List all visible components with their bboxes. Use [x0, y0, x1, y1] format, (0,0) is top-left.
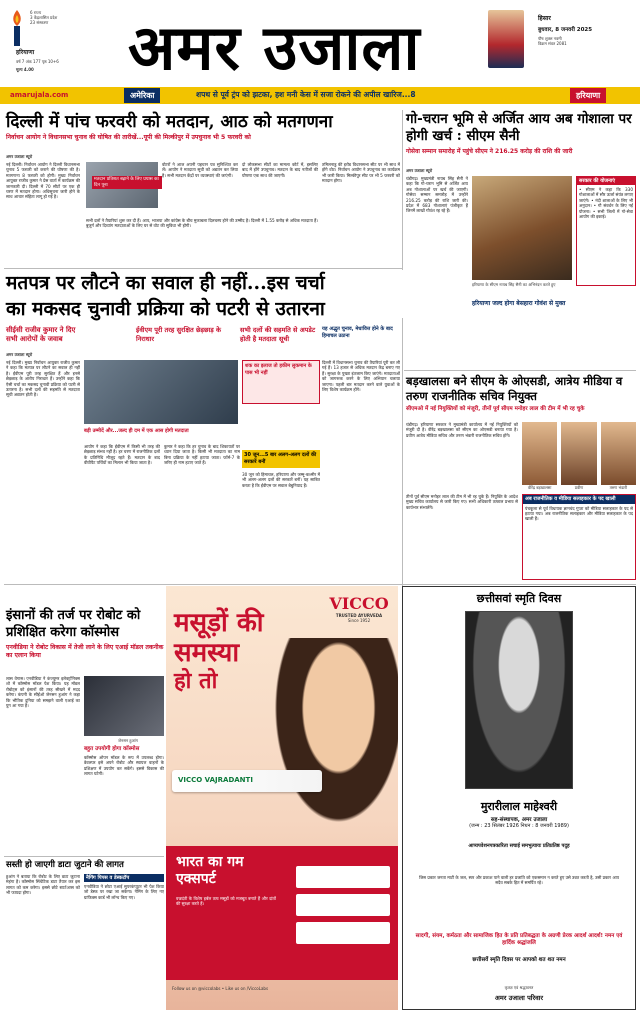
story4-box	[522, 494, 636, 580]
divider-v1	[402, 110, 403, 270]
lead1-col4: तमिलनाडु की इरोड विधानसभा सीट पर भी साथ में होंगे वोट। निर्वाचन आयोग ने उपचुनाव का कार्यक्रम भी जारी किया। मिल्कीपुर सीट पर भी 5 फरवरी को मतदान होगा।	[322, 162, 400, 184]
lead1-headline[interactable]: दिल्ली में पांच फरवरी को मतदान, आठ को मतगणना	[6, 112, 333, 132]
tribute-title: छत्तीसवां स्मृति दिवस	[476, 592, 562, 605]
reach-editions: 23 संस्करण	[30, 20, 49, 25]
story3-kicker-1: सीईसी राजीव कुमार ने दिए	[6, 326, 76, 334]
reach-uts: 3 केंद्रशासित प्रदेश	[30, 15, 58, 20]
lead1-col3: दो लोकसभा सीटों का मामला कोर्ट में, इसलिए बाद में होंगे उपचुनाव। मतदान के बाद नतीजों की घोषणा एक साथ की जाएगी।	[242, 162, 318, 178]
story3-col4: 30 जून को हिमाचल, हरियाणा और जम्मू-कश्मीर में भी अलग-अलग दलों की सरकारें बनीं। यह साबित करता है कि ईवीएम पर सवाल बेबुनियाद हैं।	[242, 472, 320, 488]
story3-col2: आयोग ने कहा कि ईवीएम में किसी भी तरह की छेड़छाड़ संभव नहीं है। हर चरण में राजनीतिक दलों के प्रतिनिधि मौजूद रहते हैं। मतदान के बाद वीवीपैट पर्चियों का मिलान भी किया जाता है।	[84, 444, 160, 466]
tribute-portrait	[465, 611, 573, 789]
story3-box-text: 30 जून...5 बार अलग-अलग दलों की सरकारें बनीं	[244, 452, 317, 465]
lead1-byline: अमर उजाला ब्यूरो	[6, 154, 33, 159]
ad-pack-3	[296, 922, 390, 944]
portrait-3	[601, 422, 636, 490]
edition-label: हरियाणा	[16, 49, 35, 56]
lead1-col1: नई दिल्ली। निर्वाचन आयोग ने दिल्ली विधानसभा चुनाव 5 फरवरी को कराने की घोषणा की है। मतगणना 8 फरवरी को होगी। मुख्य निर्वाचन आयुक्त राजीव कुमार ने प्रेस वार्ता में कार्यक्रम की जानकारी दी। दिल्ली में 70 सीटों पर एक ही चरण में मतदान होगा। अधिसूचना जारी होने के साथ आचार संहिता लागू हो गई है।	[6, 162, 80, 200]
ad-footer: Follow us on @viccolabs • Like us on /ViccoLabs	[172, 986, 269, 991]
story4-col2: तीनों पूर्व सीएम मनोहर लाल की टीम में भी रह चुके हैं। नियुक्ति के आदेश मुख्य सचिव कार्यालय से जारी किए गए। सभी अधिकारी तत्काल प्रभाव से कार्यभार संभालेंगे।	[406, 494, 518, 510]
ad-product-tube	[172, 770, 322, 792]
ad-headline-1: मसूड़ों की	[174, 608, 264, 638]
reach-states: 6 राज्य	[30, 10, 42, 15]
lead2-box	[576, 176, 636, 286]
story4-box-title: अब राजनीतिक व मीडिया सलाहकार के पद खाली	[523, 495, 635, 504]
lead1-col5: सभी दलों ने तैयारियां शुरू कर दी हैं। आप, भाजपा और कांग्रेस के बीच मुकाबला दिलचस्प होने की उम्मीद है। दिल्ली में 1.55 करोड़ से अधिक मतदाता हैं। बुजुर्ग और दिव्यांग मतदाताओं के लिए घर से वोट की सुविधा भी होगी।	[86, 218, 318, 229]
lead1-subhead: निर्वाचन आयोग ने विधानसभा चुनाव की घोषित की तारीखें...यूपी की मिल्कीपुर में उपचुनाव भी 5 फरवरी को	[6, 134, 251, 141]
torch-logo	[8, 8, 26, 48]
story3-photo	[84, 360, 238, 424]
hindu-date: पौष शुक्ल नवमी	[538, 36, 562, 41]
story3-quote-title: शक का इलाज तो हकीम लुकमान के पास भी नहीं	[245, 363, 312, 376]
story3-sub1: ईवीएम पूरी तरह सुरक्षित छेड़छाड़ के निराधार	[136, 326, 221, 343]
tribute-sign1: कृतज्ञ एवं श्रद्धावनत	[504, 985, 534, 990]
story5-caption: जेनसन हुआंग	[118, 738, 138, 743]
ad-pack-2	[296, 894, 390, 916]
ad-box	[166, 846, 398, 980]
story5-box2-title: नैगिंग पिपस व डेस्कटॉप	[84, 874, 164, 882]
story5-headline[interactable]: इंसानों की तर्ज पर रोबोट को प्रशिक्षित करेगा कॉस्मोस	[6, 608, 141, 640]
story3-box	[242, 450, 320, 468]
tribute-role: सह-संस्थापक, अमर उजाला	[490, 817, 548, 823]
story3-col3: कुमार ने कहा कि हर चुनाव के बाद शिकायतों पर ध्यान दिया जाता है। किसी भी मतदाता का नाम बिना प्रक्रिया के नहीं हटाया जाता। फॉर्म-7 के जरिए ही नाम हटाए जाते हैं।	[164, 444, 240, 466]
portrait-3-name: तरुण भंडारी	[609, 485, 628, 490]
lead2-box-text: • सीएम ने कहा कि 330 गोशालाओं में सौर ऊर्जा संयंत्र लगाए जाएंगे। • नंदी शालाओं के लिए भी अनुदान। • गौ संवर्धन के लिए नई योजना। • सभी जिलों में गो-सेवा आयोग की इकाई।	[579, 187, 634, 220]
story5-col1: लास वेगास। एनवीडिया ने कंज्यूमर इलेक्ट्रॉनिक्स शो में कॉस्मोस मॉडल पेश किया। यह मॉडल रोबोट्स को इंसानों की तरह सीखने में मदद करेगा। कंपनी के सीईओ जेनसन हुआंग ने कहा कि भौतिक दुनिया को समझने वाली एआई का युग आ गया है।	[6, 676, 80, 709]
ad-product-label: VICCO VAJRADANTI	[178, 776, 253, 784]
portrait-2-name: प्रवीण	[574, 485, 584, 490]
tribute-body: जिस प्रकार जनता माटी के जल, स्वर और प्रकाश पाने वाली हर प्रजाति को एकसमान न करते हुए उसे उन्नत करती है, उसी प्रकार आप सदैव सबके हित में समर्पित रहे।	[418, 875, 620, 886]
masthead-right-info	[538, 14, 634, 46]
issue-info: वर्ष 7 अंक 177 पृष्ठ 10+6	[16, 59, 59, 64]
masthead-logo[interactable]: अमर उजाला	[128, 11, 421, 84]
portrait-1	[522, 422, 557, 490]
story3-col5: दिल्ली में विधानसभा चुनाव की तैयारियां पूरी कर ली गई हैं। 13 हजार से अधिक मतदान केंद्र बनाए गए हैं। सुरक्षा के पुख्ता इंतजाम किए जाएंगे। मतदाताओं को जागरूक करने के लिए अभियान चलाया जाएगा। पहली बार मतदान करने वाले युवाओं के लिए विशेष कार्यक्रम होंगे।	[322, 360, 400, 393]
banner-line2[interactable]: का मकसद चुनावी प्रक्रिया को पटरी से उतारना	[6, 298, 325, 320]
tribute-line1: आप्यपवेशनपत्रकारिता सचाई समभुत्यायः प्रतिप्रतिष्ठ पदुह	[468, 843, 570, 849]
story4-box-text: पंचकूला से पूर्व विधायक ज्ञानचंद गुप्ता को मीडिया सलाहकार के पद से हटाया गया। अब राजनीतिक सलाहकार और मीडिया सलाहकार के पद खाली हैं।	[525, 505, 633, 522]
ticker-right[interactable]: हरियाणा	[570, 88, 606, 103]
portrait-2	[561, 422, 596, 490]
ad-brand: VICCO	[329, 594, 389, 613]
story4-portraits	[522, 422, 636, 490]
lead2-headline[interactable]: गो-चरान भूमि से अर्जित आय अब गोशाला पर होगी खर्च : सीएम सैनी	[406, 111, 632, 144]
tribute-line2: सादगी, संयम, कर्मठता और सामाजिक हित के प्रति प्रतिबद्धता के अग्रणी प्रेरक आदर्श आदर्श! नमन एवं हार्दिक श्रद्धांजलि	[415, 933, 623, 946]
vicco-ad[interactable]	[166, 586, 398, 1010]
ad-brand-sub: TRUSTED AYURVEDA	[335, 613, 383, 618]
tribute-dates: (जन्म : 23 सितंबर 1926 निधन : 8 जनवरी 1989)	[469, 823, 569, 829]
reach-info	[30, 10, 90, 25]
story5-photo	[84, 676, 164, 736]
story3-side: यह अद्भुत चुनाव, मेधावित्त होने के बाद हिमाचल उठाना	[322, 326, 393, 339]
lead2-caption: हरियाणा के सीएम नायब सिंह सैनी का अभिनंदन करते हुए	[472, 282, 556, 287]
lead2-subhead: गोसेवा सम्मान समारोह में पहुंचे सीएम ने 216.25 करोड़ की राशि की जारी	[406, 148, 573, 155]
story4-subhead: सीएमओ में नई नियुक्तियों को मंजूरी, तीनों पूर्व सीएम मनोहर लाल की टीम में भी रह चुके	[406, 406, 585, 412]
ad-brand-block	[326, 594, 392, 623]
date: बुधवार, 8 जनवरी 2025	[538, 27, 593, 33]
story3-kicker	[6, 326, 132, 344]
tribute-sign2: अमर उजाला परिवार	[494, 994, 544, 1002]
divider-h3	[4, 584, 636, 585]
story5-col2: हुआंग ने बताया कि रोबोट के लिए डाटा जुटाना महंगा है। कॉस्मोस सिंथेटिक डाटा तैयार कर इस लागत को कम करेगा। इससे छोटे स्टार्टअप्स को भी फायदा होगा।	[6, 874, 80, 896]
portrait-1-name: वीरेंद्र बड़खालसा	[527, 485, 552, 490]
ad-headline-3: हो तो	[174, 668, 218, 694]
tribute-line3: छत्तीसवें स्मृति दिवस पर आपको शत शत नमन	[472, 957, 566, 963]
story3-byline: अमर उजाला ब्यूरो	[6, 352, 33, 357]
ticker-text[interactable]: शपथ से पूर्व ट्रंप को झटका, हश मनी केस में सजा रोकने की अपील खारिज...8	[196, 90, 416, 99]
story5-subhead: एनवीडिया ने रोबोट विकास में तेजी लाने के लिए एआई मॉडल तकनीक का एलान किया	[6, 644, 164, 659]
divider-v2	[402, 318, 403, 588]
story5-box2-text: एनवीडिया ने छोटा एआई सुपरकंप्यूटर भी पेश किया जो डेस्क पर रखा जा सकेगा। गेमिंग के लिए नए ग्राफिक्स कार्ड भी लॉन्च किए गए।	[84, 884, 164, 900]
ad-box-text: वज्रदंती के विशेष हर्बल तत्व मसूड़ों को मजबूत बनाते हैं और दांतों की सुरक्षा करते हैं।	[176, 896, 276, 907]
lead1-caption: मतदान प्रतिशत बढ़ाने के लिए प्रयास का दिन पूना	[92, 176, 162, 189]
ad-model	[266, 638, 398, 838]
ad-pack-1	[296, 866, 390, 888]
samvat: विक्रम संवत 2081	[538, 41, 567, 46]
ticker-label[interactable]: अमेरिका	[124, 88, 160, 103]
divider-h2	[404, 370, 636, 371]
ad-headline-2: समस्या	[174, 638, 240, 668]
lead2-bottom-visible: हरियाणा जल्द होगा बेसहारा गोवंश से मुक्त	[472, 300, 566, 307]
divider-h4	[4, 856, 164, 857]
story3-caption: बड़ी उम्मीदें और...जल्द ही दम में एक आस होगी मतदाता	[84, 428, 189, 434]
story4-headline[interactable]: बड़खालसा बने सीएम के ओएसडी, आत्रेय मीडिया व तरुण राजनीतिक सचिव नियुक्त	[406, 374, 623, 403]
city: हिसार	[538, 15, 551, 22]
ad-box-title: भारत का गम एक्सपर्ट	[176, 854, 244, 887]
story5-box-title: बहुत उपयोगी होगा कॉस्मोस	[84, 746, 140, 752]
site-url[interactable]: amarujala.com	[10, 91, 69, 99]
price: मूल्य 4.00	[16, 67, 34, 72]
story4-col1: चंडीगढ़। हरियाणा सरकार ने मुख्यमंत्री कार्यालय में नई नियुक्तियों को मंजूरी दी है। वीरेंद्र बड़खालसा को सीएम का ओएसडी बनाया गया है। प्रवीण आत्रेय मीडिया सचिव और तरुण भंडारी राजनीतिक सचिव होंगे।	[406, 422, 518, 438]
story3-col1: नई दिल्ली। मुख्य निर्वाचन आयुक्त राजीव कुमार ने कहा कि मतपत्र पर लौटने का सवाल ही नहीं है। ईवीएम पूरी तरह सुरक्षित हैं और इनसे छेड़छाड़ के आरोप निराधार हैं। उन्होंने कहा कि ऐसी चर्चा का मकसद चुनावी प्रक्रिया को पटरी से उतारना है। सभी दलों की सहमति से मतदाता सूची अद्यतन होती है।	[6, 360, 80, 398]
lead2-box-title: सरकार की योजनाएं	[577, 177, 635, 185]
banner-line1[interactable]: मतपत्र पर लौटने का सवाल ही नहीं...इस चर्चा	[6, 272, 325, 294]
tribute-name: मुरारीलाल माहेश्वरी	[480, 800, 558, 813]
story5-box2	[84, 874, 164, 1010]
lead2-photo	[472, 176, 572, 280]
divider-h1	[4, 268, 402, 269]
trump-thumb	[488, 10, 524, 68]
story3-kicker-2: सभी आरोपों के जवाब	[6, 335, 63, 343]
tribute-box	[402, 586, 636, 1010]
story5-headline2[interactable]: सस्ती हो जाएगी डाटा जुटाने की लागत	[6, 860, 124, 870]
lead1-col2: वोटरों ने आज अपनी पहचान पत्र सुनिश्चित कर लें। आयोग ने मतदाता सूची को अद्यतन कर लिया है। सभी मतदान केंद्रों पर व्यवस्थाएं की जाएंगी।	[162, 162, 238, 178]
story5-box	[84, 746, 164, 854]
lead2-col1: चंडीगढ़। मुख्यमंत्री नायब सिंह सैनी ने कहा कि गो-चरान भूमि से अर्जित आय अब गोशालाओं पर खर्च की जाएगी। गोसेवा सम्मान समारोह में उन्होंने 216.25 करोड़ की राशि जारी की। प्रदेश में 683 गोशालाएं पंजीकृत हैं जिनमें लाखों गोवंश रह रहे हैं।	[406, 176, 468, 214]
ad-since: Since 1952	[347, 618, 371, 623]
story3-sub2: सभी दलों की सहमति से अपडेट होती है मतदाता सूची	[240, 326, 316, 343]
story3-quote	[242, 360, 320, 404]
lead2-byline: अमर उजाला ब्यूरो	[406, 168, 433, 173]
story5-box-text: कॉस्मोस ओपन मॉडल के रूप में उपलब्ध होगा। डेवलपर इसे अपने रोबोट और स्वायत्त वाहनों के प्रशिक्षण में उपयोग कर सकेंगे। इससे विकास की लागत घटेगी।	[84, 755, 164, 777]
